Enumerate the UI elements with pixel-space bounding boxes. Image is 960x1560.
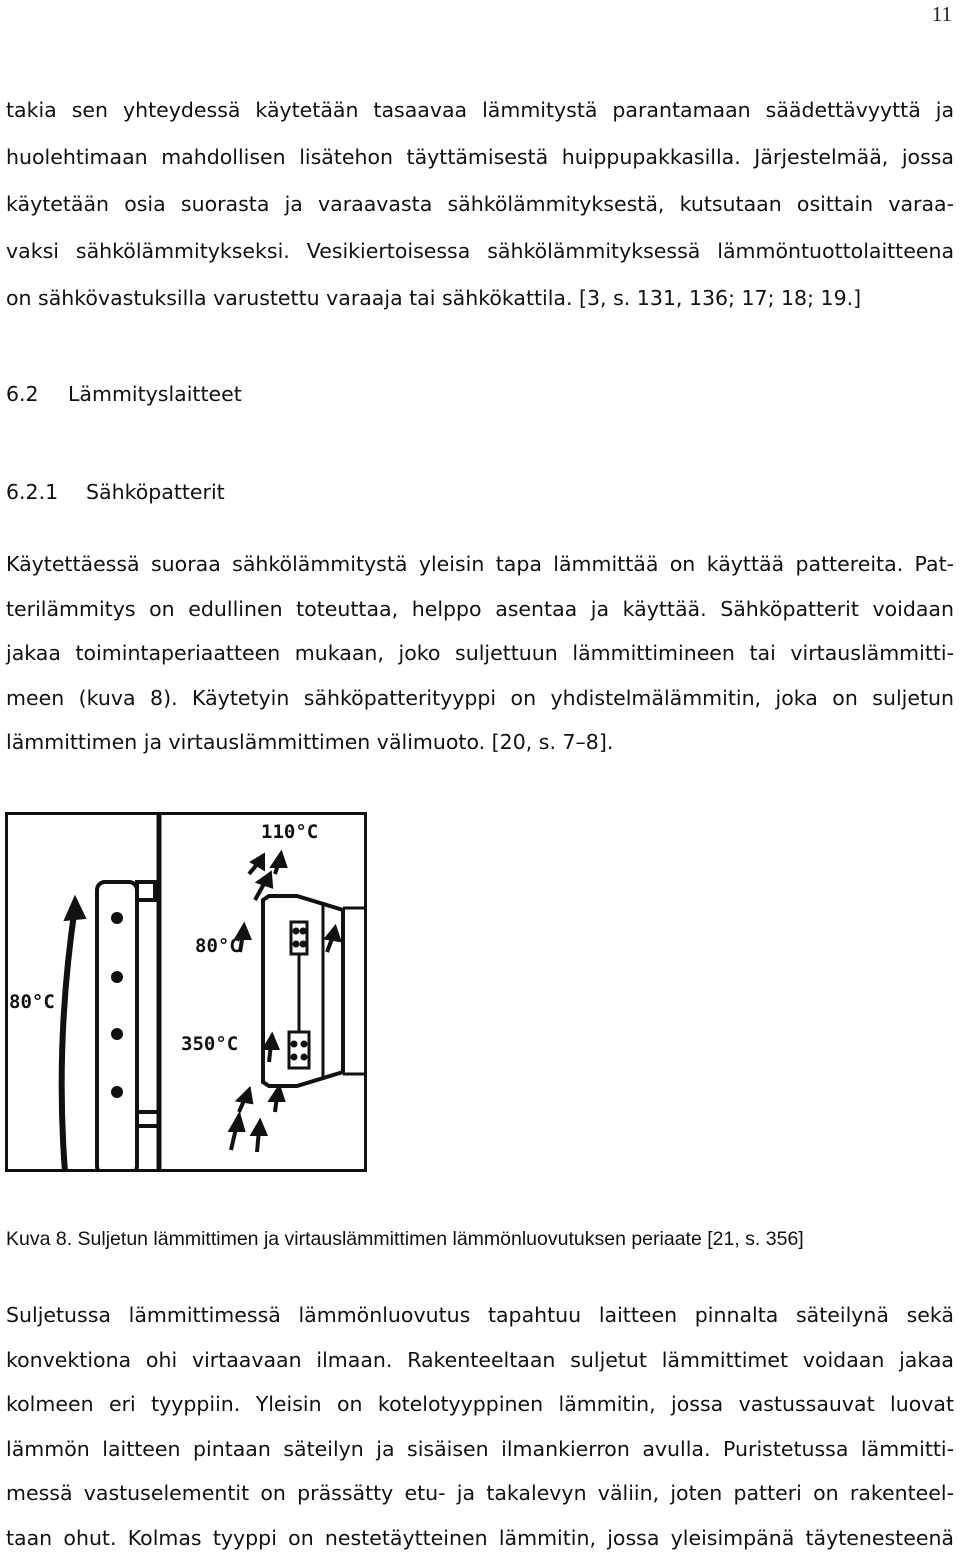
left-temp-label: 80°C	[9, 991, 55, 1013]
text-line: meen (kuva 8). Käytetyin sähköpatterityyppi on yhdistelmälämmitin, joka on suljetun	[6, 676, 954, 721]
middle-temp-label: 80°C	[195, 935, 241, 957]
paragraph-2	[6, 542, 954, 765]
figure-caption: Kuva 8. Suljetun lämmittimen ja virtauslämmittimen lämmönluovutuksen periaate [21, s. 356]	[6, 1228, 804, 1251]
section-number: 6.2	[6, 382, 68, 406]
text-line: huolehtimaan mahdollisen lisätehon täyttämisestä huippupakkasilla. Järjestelmää, jossa	[6, 134, 954, 181]
section-heading	[6, 382, 242, 406]
text-line: vaksi sähkölämmitykseksi. Vesikiertoisessa sähkölämmityksessä lämmöntuottolaitteena	[6, 228, 954, 275]
heater-diagram	[5, 812, 367, 1172]
page-number: 11	[932, 2, 952, 27]
text-line: käytetään osia suorasta ja varaavasta sähkölämmityksestä, kutsutaan osittain varaa-	[6, 181, 954, 228]
text-line: takia sen yhteydessä käytetään tasaavaa lämmitystä parantamaan säädettävyyttä ja	[6, 87, 954, 134]
text-line: Suljetussa lämmittimessä lämmönluovutus tapahtuu laitteen pinnalta säteilynä sekä	[6, 1293, 954, 1338]
text-line: jakaa toimintaperiaatteen mukaan, joko suljettuun lämmittimineen tai virtauslämmitti-	[6, 631, 954, 676]
text-line: Käytettäessä suoraa sähkölämmitystä yleisin tapa lämmittää on käyttää pattereita. Pat-	[6, 542, 954, 587]
text-line: kolmeen eri tyyppiin. Yleisin on kotelotyyppinen lämmitin, jossa vastussauvat luovat	[6, 1382, 954, 1427]
text-line: terilämmitys on edullinen toteuttaa, helppo asentaa ja käyttää. Sähköpatterit voidaan	[6, 587, 954, 632]
section-title: Lämmityslaitteet	[68, 382, 242, 406]
text-line: konvektiona ohi virtaavaan ilmaan. Rakenteeltaan suljetut lämmittimet voidaan jakaa	[6, 1338, 954, 1383]
text-line: messä vastuselementit on prässätty etu- ja takalevyn väliin, joten patteri on rakenteel-	[6, 1471, 954, 1516]
text-line: taan ohut. Kolmas tyyppi on nestetäytteinen lämmitin, jossa yleisimpänä täytenesteenä	[6, 1516, 954, 1560]
paragraph-1	[6, 87, 954, 322]
paragraph-3	[6, 1293, 954, 1560]
text-line: on sähkövastuksilla varustettu varaaja tai sähkökattila. [3, s. 131, 136; 17; 18; 19.]	[6, 275, 954, 322]
subsection-number: 6.2.1	[6, 480, 86, 504]
subsection-title: Sähköpatterit	[86, 480, 225, 504]
lower-temp-label: 350°C	[181, 1033, 238, 1055]
text-line: lämmittimen ja virtauslämmittimen välimuoto. [20, s. 7–8].	[6, 720, 954, 765]
subsection-heading	[6, 480, 225, 504]
top-temp-label: 110°C	[261, 821, 318, 843]
text-line: lämmön laitteen pintaan säteilyn ja sisäisen ilmankierron avulla. Puristetussa lämmitti-	[6, 1427, 954, 1472]
